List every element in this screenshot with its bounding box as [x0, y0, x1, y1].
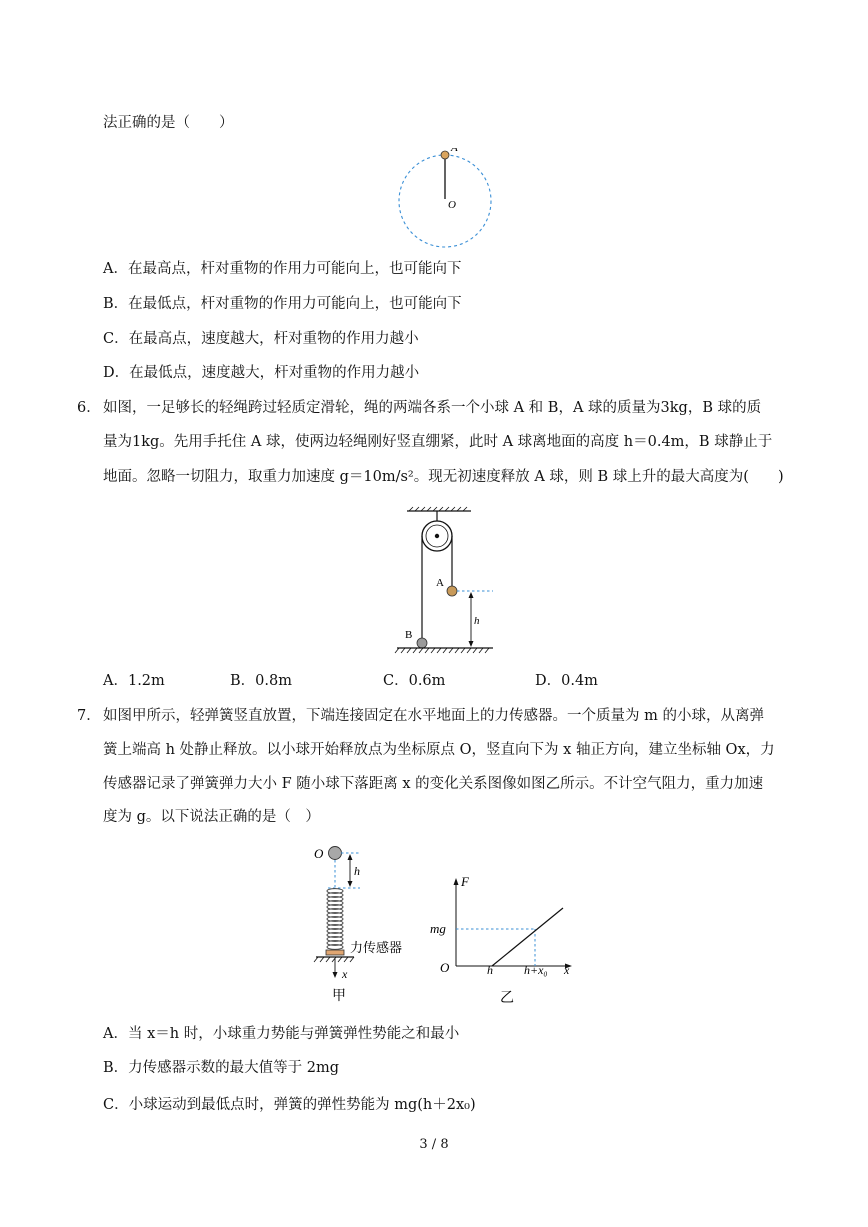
q7-figure-yi: [428, 872, 584, 1010]
small-ball: [329, 847, 342, 860]
q5-option-d: D．在最低点，速度越大，杆对重物的作用力越小: [103, 365, 420, 381]
weight-ball: [441, 151, 449, 159]
label-h: h: [487, 963, 493, 977]
caption-jia: 甲: [332, 989, 346, 1004]
label-h: h: [354, 864, 360, 878]
q7-line-4: 度为 g。以下说法正确的是（ ）: [103, 809, 320, 825]
q7-line-3: 传感器记录了弹簧弹力大小 F 随小球下落距离 x 的变化关系图像如图乙所示。不计空气阻力，重力加速: [103, 776, 764, 792]
page-number: 3 / 8: [419, 1137, 449, 1152]
ball-a: [447, 586, 457, 596]
q6-line-1: 如图，一足够长的轻绳跨过轻质定滑轮，绳的两端各系一个小球 A 和 B，A 球的质量为3kg，B 球的质: [103, 400, 762, 416]
q5-option-b: B．在最低点，杆对重物的作用力可能向上，也可能向下: [103, 296, 462, 312]
spring: [327, 889, 343, 950]
q6-line-3: 地面。忽略一切阻力，取重力加速度 g＝10m/s²。现无初速度释放 A 球，则 B 球上升的最大高度为( ): [103, 469, 784, 485]
label-h-plus-x0: h+x₀: [524, 963, 548, 977]
label-sensor: 力传感器: [350, 940, 403, 955]
q7-option-a: A．当 x＝h 时，小球重力势能与弹簧弹性势能之和最小: [103, 1026, 460, 1042]
caption-yi: 乙: [500, 991, 514, 1006]
label-a: A: [451, 148, 458, 154]
q6-line-2: 量为1kg。先用手托住 A 球，使两边轻绳刚好竖直绷紧，此时 A 球离地面的高度 h＝0.4m，B 球静止于: [103, 434, 773, 450]
q6-option-c: C．0.6m: [383, 673, 446, 689]
q6-pulley-figure: [393, 506, 503, 662]
label-o: O: [448, 199, 456, 211]
q7-number: 7．: [77, 708, 101, 724]
label-x: x: [342, 967, 348, 981]
label-x: x: [564, 963, 570, 977]
q6-option-d: D．0.4m: [535, 673, 598, 689]
q6-number: 6．: [77, 400, 101, 416]
label-b: B: [405, 629, 413, 641]
q5-circle-figure: [396, 148, 496, 254]
q7-figure-jia: [308, 842, 418, 1010]
label-o: O: [440, 960, 450, 975]
q7-line-2: 簧上端高 h 处静止释放。以小球开始释放点为坐标原点 O，竖直向下为 x 轴正方向，建立坐标轴 Ox，力: [103, 742, 775, 758]
ball-b: [417, 638, 427, 648]
label-h: h: [474, 615, 480, 627]
q7-line-1: 如图甲所示，轻弹簧竖直放置，下端连接固定在水平地面上的力传感器。一个质量为 m 的小球，从离弹: [103, 708, 764, 724]
force-sensor: [326, 950, 344, 955]
q5-stem-tail: 法正确的是（ ）: [103, 115, 234, 131]
q7-option-c: C．小球运动到最低点时，弹簧的弹性势能为 mg(h＋2x₀): [103, 1097, 476, 1113]
q7-option-b: B．力传感器示数的最大值等于 2mg: [103, 1060, 340, 1076]
label-a: A: [436, 577, 444, 589]
q5-option-c: C．在最高点，速度越大，杆对重物的作用力越小: [103, 331, 419, 347]
label-f: F: [461, 874, 469, 889]
label-o: O: [314, 846, 324, 861]
q6-option-a: A．1.2m: [103, 673, 165, 689]
label-mg: mg: [430, 921, 446, 936]
q6-option-b: B．0.8m: [230, 673, 292, 689]
q5-option-a: A．在最高点，杆对重物的作用力可能向上，也可能向下: [103, 261, 462, 277]
force-line: [492, 908, 563, 966]
